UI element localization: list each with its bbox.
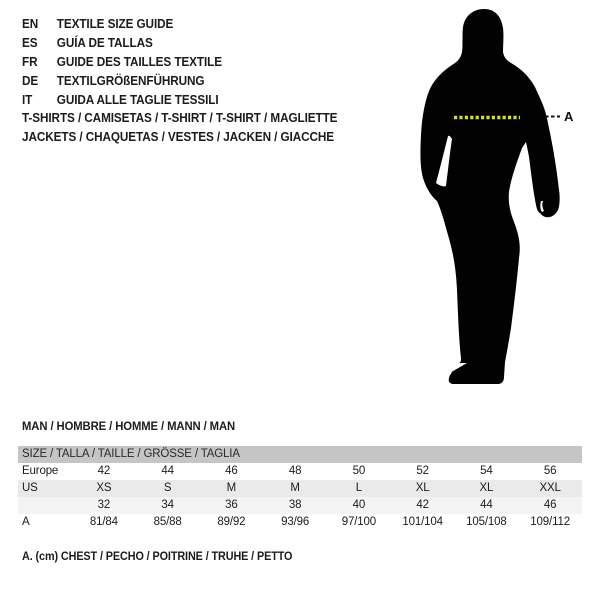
- size-cell: 46: [543, 499, 557, 511]
- size-cell: M: [290, 482, 300, 494]
- language-title: GUIDA ALLE TAGLIE TESSILI: [56, 93, 219, 107]
- size-cell: 52: [416, 465, 429, 477]
- size-cell: 81/84: [89, 516, 118, 528]
- size-cell: 50: [352, 465, 366, 477]
- language-code: EN: [22, 17, 39, 31]
- size-cell: 54: [480, 465, 493, 477]
- table-row-europe: [18, 463, 582, 480]
- size-cell: 36: [225, 499, 238, 511]
- table-row-numeric: [18, 497, 582, 514]
- man-silhouette: [420, 9, 559, 384]
- size-cell: 89/92: [217, 516, 246, 528]
- size-cell: 93/96: [281, 516, 310, 528]
- table-row-us: [18, 480, 582, 497]
- language-title: GUÍA DE TALLAS: [56, 36, 153, 50]
- size-cell: 42: [97, 465, 111, 477]
- size-cell: 38: [288, 499, 302, 511]
- language-title: TEXTILE SIZE GUIDE: [56, 17, 174, 31]
- size-cell: XS: [96, 482, 112, 494]
- language-title: TEXTILGRÖßENFÜHRUNG: [56, 74, 205, 88]
- size-cell: XL: [415, 482, 430, 494]
- size-cell: 109/112: [530, 516, 570, 528]
- size-cell: M: [226, 482, 237, 494]
- section-title-man: MAN / HOMBRE / HOMME / MANN / MAN: [22, 419, 236, 433]
- language-code: FR: [22, 55, 38, 69]
- row-label: [18, 497, 72, 514]
- language-code: ES: [22, 36, 38, 50]
- category-jackets: JACKETS / CHAQUETAS / VESTES / JACKEN / GIACCHE: [22, 130, 335, 144]
- language-title: GUIDE DES TAILLES TEXTILE: [56, 55, 222, 69]
- size-cell: 101/104: [402, 516, 443, 528]
- language-code: IT: [22, 93, 33, 107]
- size-cell: 34: [161, 499, 174, 511]
- measurement-footnote: A. (cm) CHEST / PECHO / POITRINE / TRUHE / PETTO: [22, 551, 293, 563]
- category-tshirts: T-SHIRTS / CAMISETAS / T-SHIRT / T-SHIRT / MAGLIETTE: [22, 111, 338, 125]
- measurement-label-a: A: [564, 109, 574, 124]
- size-cell: 40: [352, 499, 366, 511]
- size-cell: S: [163, 482, 172, 494]
- size-cell: 97/100: [341, 516, 377, 528]
- size-cell: XXL: [539, 482, 561, 494]
- size-table-header: SIZE / TALLA / TAILLE / GRÖSSE / TAGLIA: [18, 446, 582, 463]
- size-table: [18, 446, 582, 531]
- size-cell: 42: [416, 499, 429, 511]
- size-cell: 44: [480, 499, 493, 511]
- row-label: US: [22, 482, 38, 494]
- row-label: A: [22, 516, 30, 528]
- size-cell: 32: [97, 499, 111, 511]
- size-cell: L: [355, 482, 362, 494]
- size-cell: 85/88: [153, 516, 182, 528]
- size-cell: 56: [543, 465, 557, 477]
- language-code: DE: [22, 74, 39, 88]
- table-row-chest-a: [18, 514, 582, 531]
- size-cell: 105/108: [466, 516, 507, 528]
- size-cell: XL: [479, 482, 494, 494]
- size-cell: 44: [161, 465, 174, 477]
- size-cell: 48: [288, 465, 302, 477]
- row-label: Europe: [22, 465, 59, 477]
- size-cell: 46: [225, 465, 238, 477]
